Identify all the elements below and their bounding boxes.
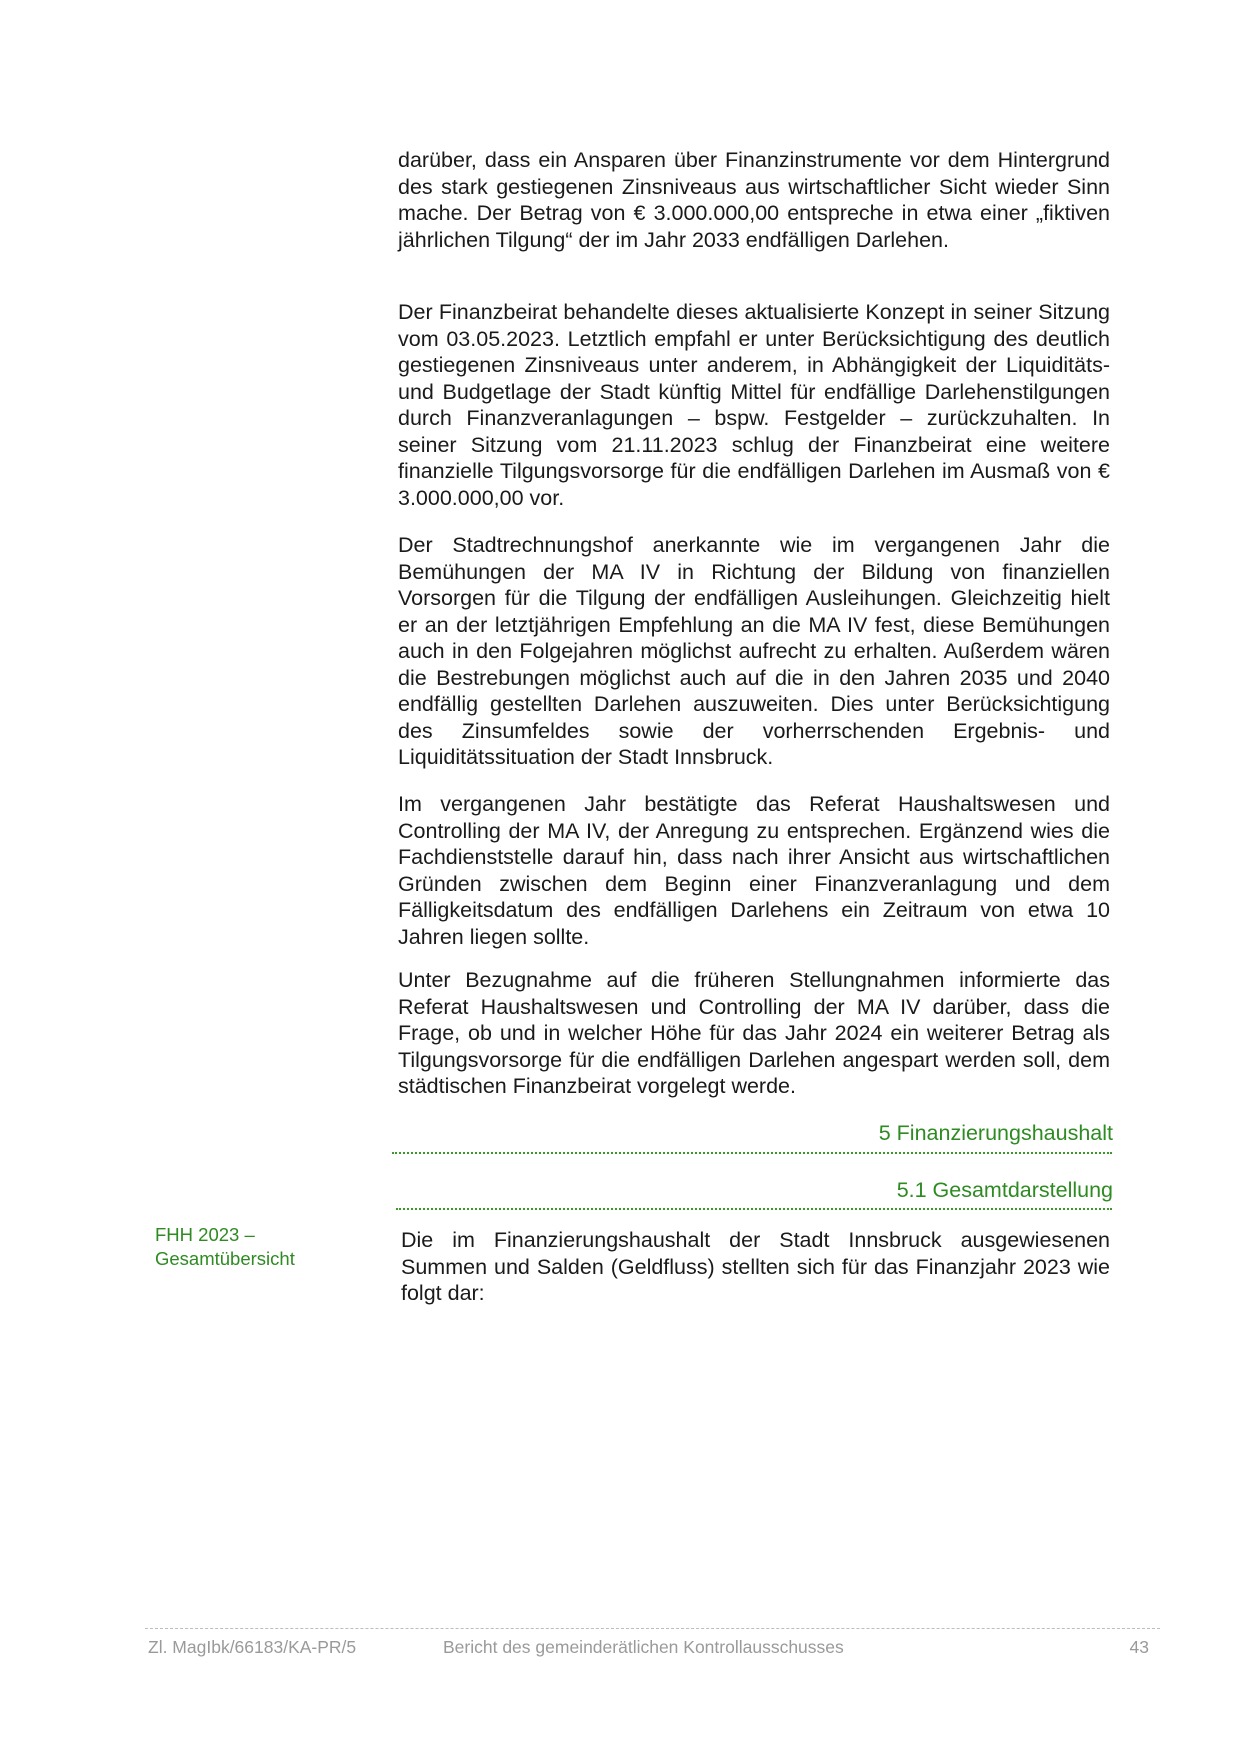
paragraph-referat-bestaetigung: Im vergangenen Jahr bestätigte das Referat Haushaltswesen und Controlling der MA IV, der Anregung zu entsprechen. Ergänzend wies die Fachdienststelle darauf hin, dass nach ihrer Ansicht aus wirtschaftlichen Gründen zwischen dem Beginn einer Finanzveranlagung und dem Fälligkeitsdatum des endfälligen Darlehens ein Zeitraum von etwa 10 Jahren liegen sollte. xyxy=(398,792,1110,949)
subsection-divider xyxy=(396,1208,1112,1210)
subsection-heading: 5.1 Gesamtdarstellung xyxy=(896,1178,1113,1202)
section-heading: 5 Finanzierungshaushalt xyxy=(878,1121,1113,1145)
paragraph-stadtrechnungshof: Der Stadtrechnungshof anerkannte wie im vergangenen Jahr die Bemühungen der MA IV in Richtung der Bildung von finanziellen Vorsorgen für die Tilgung der endfälligen Ausleihungen. Gleichzeitig hielt er an der letztjährigen Empfehlung an die MA IV fest, diese Bemühungen auch in den Folgejahren möglichst aufrecht zu erhalten. Außerdem wären die Bestrebungen möglichst auch auf die in den Jahren 2035 und 2040 endfällig gestellten Darlehen auszuweiten. Dies unter Berücksichtigung des Zinsumfeldes sowie der vorherrschenden Ergebnis- und Liquiditätssituation der Stadt Innsbruck. xyxy=(398,533,1110,769)
footer-reference: Zl. MagIbk/66183/KA-PR/5 xyxy=(148,1637,357,1657)
margin-note xyxy=(155,1223,355,1271)
paragraph-continuation: darüber, dass ein Ansparen über Finanzinstrumente vor dem Hintergrund des stark gestiegenen Zinsniveaus aus wirtschaftlicher Sicht wieder Sinn mache. Der Betrag von € 3.000.000,00 entspreche in etwa einer „fiktiven jährlichen Tilgung“ der im Jahr 2033 endfälligen Darlehen. xyxy=(398,148,1110,252)
margin-note-line2: Gesamtübersicht xyxy=(155,1248,295,1269)
paragraph-finanzbeirat: Der Finanzbeirat behandelte dieses aktualisierte Konzept in seiner Sitzung vom 03.05.2023. Letztlich empfahl er unter Berücksichtigung des deutlich gestiegenen Zinsniveaus unter anderem, in Abhängigkeit der Liquiditäts- und Budgetlage der Stadt künftig Mittel für endfällige Darlehenstilgungen durch Finanzveranlagungen – bspw. Festgelder – zurückzuhalten. In seiner Sitzung vom 21.11.2023 schlug der Finanzbeirat eine weitere finanzielle Tilgungsvorsorge für die endfälligen Darlehen im Ausmaß von € 3.000.000,00 vor. xyxy=(398,300,1110,510)
paragraph-gesamtdarstellung: Die im Finanzierungshaushalt der Stadt Innsbruck ausgewiesenen Summen und Salden (Geldfluss) stellten sich für das Finanzjahr 2023 wie folgt dar: xyxy=(401,1228,1110,1305)
paragraph-stellungnahmen: Unter Bezugnahme auf die früheren Stellungnahmen informierte das Referat Haushaltswesen und Controlling der MA IV darüber, dass die Frage, ob und in welcher Höhe für das Jahr 2024 ein weiterer Betrag als Tilgungsvorsorge für die endfälligen Darlehen angespart werden soll, dem städtischen Finanzbeirat vorgelegt werde. xyxy=(398,968,1110,1098)
footer-title: Bericht des gemeinderätlichen Kontrollausschusses xyxy=(443,1637,844,1657)
margin-note-line1: FHH 2023 – xyxy=(155,1224,255,1245)
footer-divider xyxy=(145,1628,1160,1629)
section-divider xyxy=(392,1152,1112,1154)
page-number: 43 xyxy=(1129,1637,1149,1657)
